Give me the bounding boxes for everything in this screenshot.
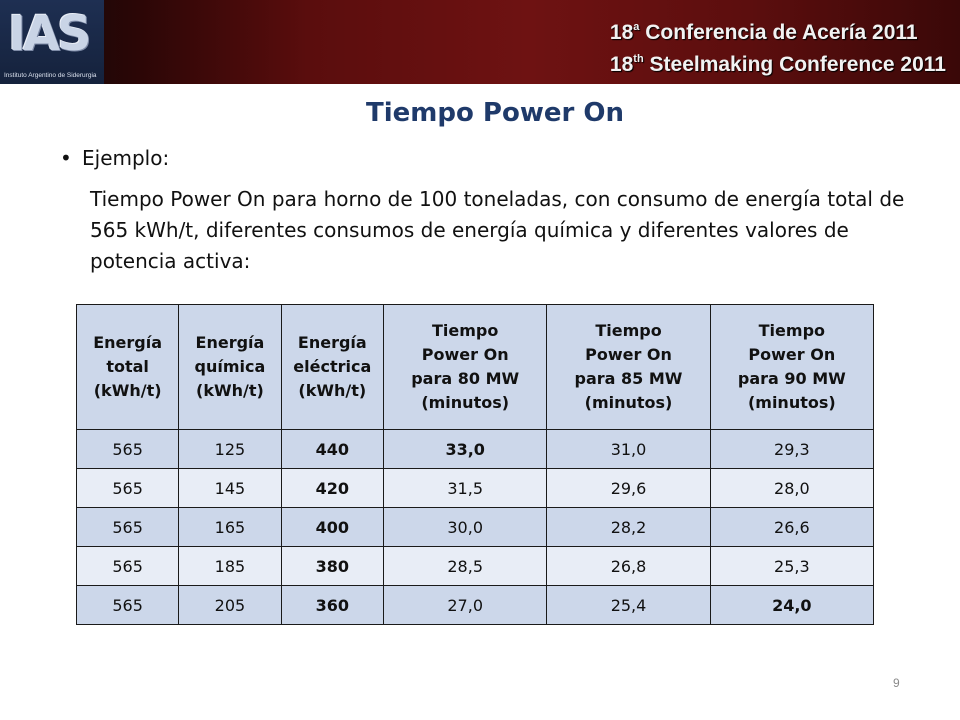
table-cell: 565	[77, 547, 179, 586]
header-energia-electrica	[281, 305, 383, 430]
table-header-row	[77, 305, 874, 430]
table-cell: 565	[77, 586, 179, 625]
header-line: (minutos)	[584, 393, 673, 412]
slide-title: Tiempo Power On	[366, 98, 624, 128]
ias-logo	[0, 0, 104, 84]
header-tiempo-80mw	[384, 305, 547, 430]
table-cell: 185	[179, 547, 281, 586]
header-tiempo-85mw	[547, 305, 710, 430]
bullet-text: Ejemplo:	[82, 146, 170, 170]
header-line: para 85 MW	[574, 369, 683, 388]
header-banner	[0, 0, 960, 84]
table-cell: 24,0	[710, 586, 873, 625]
power-on-table	[76, 304, 874, 625]
header-line: (kWh/t)	[93, 381, 162, 400]
header-line: Tiempo	[758, 321, 826, 340]
header-line: para 80 MW	[411, 369, 520, 388]
header-line: total	[106, 357, 149, 376]
description-paragraph: Tiempo Power On para horno de 100 toneladas, con consumo de energía total de 565 kWh/t, diferentes consumos de energía química y diferentes valores de potencia activa:	[90, 187, 905, 273]
table-cell: 26,8	[547, 547, 710, 586]
table-row	[77, 430, 874, 469]
table-cell: 31,0	[547, 430, 710, 469]
header-line: Energía	[195, 333, 265, 352]
header-line: para 90 MW	[737, 369, 846, 388]
table-body	[77, 430, 874, 625]
header-line: Power On	[748, 345, 836, 364]
table-row	[77, 508, 874, 547]
table-cell: 26,6	[710, 508, 873, 547]
table-cell: 565	[77, 430, 179, 469]
header-line: Energía	[297, 333, 367, 352]
header-line: (kWh/t)	[196, 381, 264, 400]
table-cell: 31,5	[384, 469, 547, 508]
table-cell: 125	[179, 430, 281, 469]
header-line: Power On	[421, 345, 509, 364]
header-line: (kWh/t)	[298, 381, 367, 400]
header-line: (minutos)	[747, 393, 836, 412]
table-cell: 205	[179, 586, 281, 625]
header-energia-quimica	[179, 305, 281, 430]
header-line: Tiempo	[595, 321, 662, 340]
logo-subtitle: Instituto Argentino de Siderurgia	[4, 72, 97, 79]
page-number: 9	[893, 676, 900, 690]
table-cell: 33,0	[384, 430, 547, 469]
header-energia-total	[77, 305, 179, 430]
table-cell: 440	[281, 430, 383, 469]
table-cell: 29,6	[547, 469, 710, 508]
table-cell: 25,3	[710, 547, 873, 586]
header-line: (minutos)	[421, 393, 510, 412]
table-cell: 30,0	[384, 508, 547, 547]
table-cell: 28,5	[384, 547, 547, 586]
header-line: Energía	[93, 333, 163, 352]
table-row	[77, 469, 874, 508]
table-cell: 27,0	[384, 586, 547, 625]
conference-title	[610, 14, 946, 78]
table-cell: 420	[281, 469, 383, 508]
logo-text: IAS	[8, 6, 89, 62]
table-row	[77, 547, 874, 586]
table-cell: 565	[77, 469, 179, 508]
table-row	[77, 586, 874, 625]
conference-title-en: 18th Steelmaking Conference 2011	[609, 53, 946, 76]
bullet-item	[60, 146, 169, 170]
table-cell: 400	[281, 508, 383, 547]
table-cell: 28,0	[710, 469, 873, 508]
header-line: química	[194, 357, 266, 376]
header-line: Power On	[585, 345, 672, 364]
table-cell: 28,2	[547, 508, 710, 547]
table-cell: 25,4	[547, 586, 710, 625]
header-line: eléctrica	[293, 357, 372, 376]
table-cell: 165	[179, 508, 281, 547]
header-line: Tiempo	[432, 321, 499, 340]
table-cell: 380	[281, 547, 383, 586]
table-cell: 29,3	[710, 430, 873, 469]
table-cell: 145	[179, 469, 281, 508]
table-cell: 565	[77, 508, 179, 547]
conference-title-es: 18$^a$ Conferencia de Acería 2011	[609, 21, 918, 44]
bullet-dot-icon: •	[60, 146, 72, 170]
table-cell: 360	[281, 586, 383, 625]
header-tiempo-90mw	[710, 305, 873, 430]
